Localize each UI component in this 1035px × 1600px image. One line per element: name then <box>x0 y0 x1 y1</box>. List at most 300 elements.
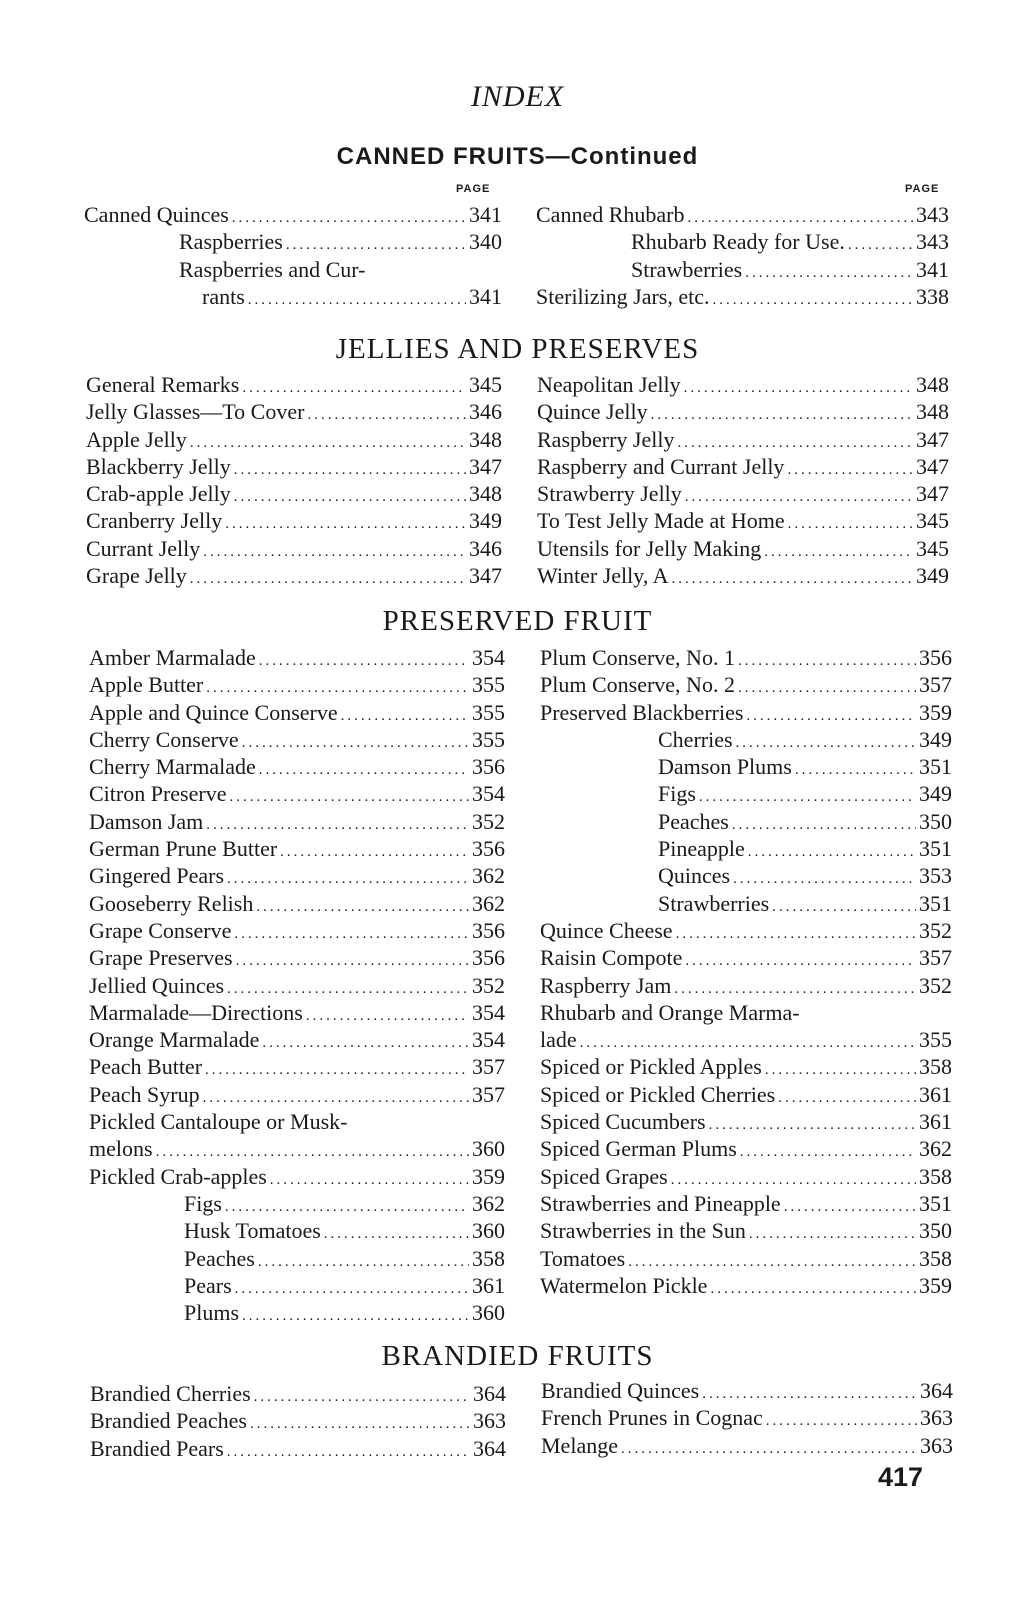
index-entry-name: Melange <box>541 1432 618 1458</box>
dot-leader <box>256 894 469 921</box>
dot-leader <box>227 866 469 893</box>
index-entry <box>89 835 505 862</box>
index-entry-page: 362 <box>472 863 505 889</box>
index-entry-page: 349 <box>469 508 502 534</box>
index-entry-name: Amber Marmalade <box>89 645 256 670</box>
index-entry-page: 361 <box>472 1272 505 1298</box>
index-entry <box>89 890 505 917</box>
dot-leader <box>746 703 916 730</box>
index-entry-name: Peach Butter <box>89 1054 203 1080</box>
index-entry <box>540 780 952 807</box>
dot-leader <box>259 757 469 784</box>
dot-leader <box>307 402 466 429</box>
index-entry-page: 357 <box>919 945 952 971</box>
index-entry <box>89 862 505 889</box>
index-entry-page: 343 <box>916 229 949 255</box>
index-entry-name: Quinces <box>658 863 731 889</box>
preserved-left-column <box>89 644 505 1326</box>
dot-leader <box>306 1003 469 1030</box>
dot-leader <box>651 402 913 429</box>
index-entry <box>89 1108 505 1135</box>
index-entry <box>540 944 952 971</box>
index-entry <box>90 1380 506 1407</box>
index-entry-page: 349 <box>919 726 952 752</box>
dot-leader <box>225 511 466 538</box>
index-entry-name: Strawberries in the Sun <box>540 1218 746 1244</box>
index-entry <box>89 753 505 780</box>
dot-leader <box>258 1249 469 1276</box>
index-entry-name: Damson Plums <box>658 754 792 780</box>
index-entry-name: Currant Jelly <box>86 535 201 561</box>
index-entry-page: 357 <box>472 1054 505 1080</box>
page-column-label-right: PAGE <box>905 183 940 195</box>
jellies-right-column <box>537 371 949 589</box>
dot-leader <box>676 921 916 948</box>
index-entry-page: 348 <box>916 372 949 397</box>
index-entry-page: 348 <box>469 481 502 507</box>
index-entry-name: Grape Preserves <box>89 945 233 971</box>
index-entry <box>86 426 502 453</box>
index-entry-name: Raisin Compote <box>540 945 683 971</box>
index-entry <box>537 507 949 534</box>
index-entry-page: 351 <box>919 890 952 916</box>
index-entry-name: Apple Jelly <box>86 426 187 452</box>
index-entry <box>540 1108 952 1135</box>
index-entry-name: Crab-apple Jelly <box>86 481 231 507</box>
index-entry-name: Marmalade—Directions <box>89 999 303 1025</box>
index-entry-page: 363 <box>473 1408 506 1434</box>
index-entry <box>540 1026 952 1053</box>
dot-leader <box>738 675 916 702</box>
dot-leader <box>710 1276 916 1303</box>
index-entry-page: 354 <box>472 999 505 1025</box>
index-entry <box>540 644 952 671</box>
index-entry-page: 347 <box>916 481 949 507</box>
index-entry-page: 347 <box>469 563 502 589</box>
index-entry-page: 340 <box>469 229 502 255</box>
index-entry-page: 347 <box>916 426 949 452</box>
index-entry-name: Canned Rhubarb <box>536 202 685 227</box>
canned-left-column <box>84 201 502 310</box>
index-entry-page: 362 <box>472 890 505 916</box>
index-entry <box>540 699 952 726</box>
index-entry <box>86 398 502 425</box>
index-entry <box>540 1081 952 1108</box>
page-title: INDEX <box>470 80 565 113</box>
dot-leader <box>262 1030 469 1057</box>
index-entry-page: 346 <box>469 399 502 425</box>
index-entry-page: 361 <box>919 1081 952 1107</box>
brandied-right-column <box>541 1377 953 1459</box>
index-entry-page: 359 <box>919 699 952 725</box>
index-entry <box>540 671 952 698</box>
index-entry-name: Peaches <box>658 808 729 834</box>
index-entry <box>540 835 952 862</box>
index-entry-name: Preserved Blackberries <box>540 699 744 725</box>
dot-leader <box>772 894 916 921</box>
index-entry-name: Rhubarb and Orange Marma- <box>540 999 800 1025</box>
dot-leader <box>227 1439 470 1466</box>
index-entry <box>89 699 505 726</box>
index-entry-name: Cherry Conserve <box>89 726 239 752</box>
dot-leader <box>788 511 913 538</box>
dot-leader <box>672 566 914 593</box>
jellies-left-column <box>86 371 502 589</box>
index-entry <box>536 228 949 255</box>
index-entry-page: 350 <box>919 1218 952 1244</box>
index-entry <box>84 201 502 228</box>
index-entry <box>536 201 949 228</box>
index-entry-page: 351 <box>919 836 952 862</box>
index-entry-page: 364 <box>920 1378 953 1403</box>
index-entry-page: 357 <box>919 672 952 698</box>
index-entry-name: Plums <box>184 1300 240 1326</box>
index-entry-page: 352 <box>472 808 505 834</box>
preserved-right-column <box>540 644 952 1299</box>
index-entry <box>540 862 952 889</box>
section-title-jellies-and-preserves: JELLIES AND PRESERVES <box>335 333 700 365</box>
index-entry <box>89 1026 505 1053</box>
index-entry-page: 350 <box>919 808 952 834</box>
dot-leader <box>699 784 916 811</box>
index-entry-name: Cherry Marmalade <box>89 754 256 780</box>
index-entry <box>541 1404 953 1431</box>
dot-leader <box>764 539 913 566</box>
index-entry-page: 338 <box>916 283 949 309</box>
index-entry <box>89 1053 505 1080</box>
dot-leader <box>732 812 916 839</box>
index-entry-page: 346 <box>469 535 502 561</box>
dot-leader <box>778 1085 916 1112</box>
index-entry-page: 348 <box>916 399 949 425</box>
index-entry <box>540 972 952 999</box>
index-entry-page: 351 <box>919 754 952 780</box>
dot-leader <box>324 1221 469 1248</box>
index-entry <box>540 1053 952 1080</box>
index-entry-page: 358 <box>919 1163 952 1189</box>
dot-leader <box>259 648 469 675</box>
index-entry-name: Apple and Quince Conserve <box>89 699 338 725</box>
index-entry-page: 359 <box>919 1272 952 1298</box>
index-entry-page: 341 <box>469 283 502 309</box>
index-entry-name: Spiced Cucumbers <box>540 1109 706 1135</box>
index-entry <box>89 944 505 971</box>
index-entry <box>89 644 505 671</box>
dot-leader <box>784 1194 916 1221</box>
dot-leader <box>685 948 916 975</box>
index-entry <box>541 1432 953 1459</box>
index-entry-name: Raspberry and Currant Jelly <box>537 453 785 479</box>
section-title-brandied-fruits: BRANDIED FRUITS <box>381 1340 654 1372</box>
canned-right-column <box>536 201 949 310</box>
index-entry <box>89 1245 505 1272</box>
index-entry <box>540 890 952 917</box>
index-entry-page: 357 <box>472 1081 505 1107</box>
index-entry <box>540 1217 952 1244</box>
index-entry-page: 345 <box>469 372 502 397</box>
index-entry-name: Peaches <box>184 1245 255 1271</box>
index-entry-name: Orange Marmalade <box>89 1027 260 1053</box>
index-entry-name: Blackberry Jelly <box>86 453 231 479</box>
index-entry <box>89 1190 505 1217</box>
index-entry-name: Gooseberry Relish <box>89 890 254 916</box>
index-entry-name: Plum Conserve, No. 1 <box>540 645 735 670</box>
index-entry-name: Rhubarb Ready for Use. <box>631 229 845 255</box>
index-entry-name: Neapolitan Jelly <box>537 372 681 397</box>
index-entry-page: 360 <box>472 1300 505 1326</box>
dot-leader <box>190 430 466 457</box>
index-entry-name: rants <box>202 283 245 309</box>
dot-leader <box>787 457 913 484</box>
index-entry-name: Raspberries <box>179 229 283 255</box>
index-entry-page: 364 <box>473 1435 506 1461</box>
index-entry-page: 355 <box>919 1027 952 1053</box>
index-entry-name: Canned Quinces <box>84 202 229 227</box>
index-entry-name: French Prunes in Cognac <box>541 1405 763 1431</box>
index-entry-name: Raspberry Jelly <box>537 426 675 452</box>
dot-leader <box>341 703 469 730</box>
index-entry-name: Figs <box>184 1190 222 1216</box>
index-entry-name: Strawberries and Pineapple <box>540 1190 781 1216</box>
dot-leader <box>234 484 466 511</box>
index-entry-name: To Test Jelly Made at Home <box>537 508 785 534</box>
index-entry-name: Spiced German Plums <box>540 1136 737 1162</box>
index-entry-page: 352 <box>919 972 952 998</box>
index-entry <box>540 917 952 944</box>
index-entry-page: 345 <box>916 535 949 561</box>
index-entry-name: Grape Conserve <box>89 917 232 943</box>
index-entry-page: 353 <box>919 863 952 889</box>
index-entry <box>89 808 505 835</box>
index-entry-name: Pineapple <box>658 836 745 862</box>
dot-leader <box>795 757 916 784</box>
index-entry-name: Cranberry Jelly <box>86 508 223 534</box>
page-column-label-left: PAGE <box>456 183 491 195</box>
index-entry <box>89 1135 505 1162</box>
dot-leader <box>250 1411 470 1438</box>
index-entry-name: Brandied Pears <box>90 1435 224 1461</box>
dot-leader <box>709 1112 916 1139</box>
index-entry-name: Quince Cheese <box>540 917 673 943</box>
index-entry <box>89 999 505 1026</box>
index-entry <box>536 283 949 310</box>
dot-leader <box>745 260 913 287</box>
dot-leader <box>748 839 916 866</box>
index-entry <box>537 480 949 507</box>
dot-leader <box>229 784 469 811</box>
dot-leader <box>242 1303 469 1330</box>
index-entry-page: 354 <box>472 781 505 807</box>
index-entry <box>86 480 502 507</box>
index-entry <box>89 1081 505 1108</box>
index-entry <box>537 398 949 425</box>
dot-leader <box>242 730 469 757</box>
index-entry-page: 363 <box>920 1432 953 1458</box>
index-entry-page: 354 <box>472 645 505 670</box>
dot-leader <box>848 232 913 259</box>
index-entry-name: Grape Jelly <box>86 563 187 589</box>
index-entry-page: 341 <box>469 202 502 227</box>
index-entry-page: 352 <box>919 917 952 943</box>
dot-leader <box>684 375 913 402</box>
index-entry-name: Gingered Pears <box>89 863 225 889</box>
index-entry-name: Damson Jam <box>89 808 204 834</box>
dot-leader <box>621 1436 917 1463</box>
index-entry-name: Brandied Cherries <box>90 1381 251 1406</box>
index-entry <box>541 1377 953 1404</box>
index-entry-name: Strawberries <box>658 890 770 916</box>
page-number: 417 <box>878 1462 924 1492</box>
dot-leader <box>738 648 916 675</box>
index-entry-name: Utensils for Jelly Making <box>537 535 762 561</box>
index-entry <box>89 671 505 698</box>
index-entry-page: 362 <box>919 1136 952 1162</box>
index-entry-page: 363 <box>920 1405 953 1431</box>
index-entry-name: Strawberries <box>631 256 743 282</box>
index-entry <box>86 535 502 562</box>
index-entry <box>540 999 952 1026</box>
index-entry <box>536 256 949 283</box>
index-entry <box>89 1163 505 1190</box>
index-entry-name: Pears <box>184 1272 232 1298</box>
index-entry-page: 356 <box>472 836 505 862</box>
index-entry-name: Figs <box>658 781 696 807</box>
index-entry <box>540 1245 952 1272</box>
index-entry-name: Apple Butter <box>89 672 204 698</box>
index-entry-page: 343 <box>916 202 949 227</box>
index-entry <box>86 562 502 589</box>
index-entry-page: 349 <box>919 781 952 807</box>
index-entry <box>537 562 949 589</box>
index-entry-page: 358 <box>919 1054 952 1080</box>
dot-leader <box>740 1139 916 1166</box>
dot-leader <box>203 539 466 566</box>
index-entry-page: 362 <box>472 1190 505 1216</box>
section-title-canned-fruits: CANNED FRUITS—Continued <box>336 143 699 170</box>
index-entry-page: 356 <box>919 645 952 670</box>
index-entry <box>86 453 502 480</box>
index-entry <box>89 917 505 944</box>
index-entry <box>540 1190 952 1217</box>
index-entry-page: 356 <box>472 917 505 943</box>
index-entry-name: Jelly Glasses—To Cover <box>86 399 305 425</box>
index-entry-name: German Prune Butter <box>89 836 278 862</box>
index-entry-name: Plum Conserve, No. 2 <box>540 672 735 698</box>
dot-leader <box>270 1167 469 1194</box>
dot-leader <box>766 1408 917 1435</box>
index-entry <box>89 726 505 753</box>
index-entry <box>84 256 502 283</box>
index-entry <box>537 426 949 453</box>
index-entry-name: Tomatoes <box>540 1245 626 1271</box>
index-entry-page: 345 <box>916 508 949 534</box>
index-entry-page: 352 <box>472 972 505 998</box>
index-entry-page: 356 <box>472 945 505 971</box>
index-entry-name: Spiced or Pickled Cherries <box>540 1081 776 1107</box>
index-entry-name: Brandied Peaches <box>90 1408 247 1434</box>
index-entry-name: Raspberries and Cur- <box>179 256 366 282</box>
index-entry <box>89 972 505 999</box>
dot-leader <box>234 921 469 948</box>
index-entry <box>86 507 502 534</box>
dot-leader <box>248 287 466 314</box>
index-entry-name: Strawberry Jelly <box>537 481 682 507</box>
brandied-left-column <box>90 1380 506 1462</box>
index-entry <box>89 1217 505 1244</box>
index-entry <box>540 726 952 753</box>
dot-leader <box>254 1384 470 1411</box>
dot-leader <box>234 457 466 484</box>
index-entry <box>89 1299 505 1326</box>
index-entry-page: 341 <box>916 256 949 282</box>
index-entry <box>84 228 502 255</box>
index-entry-name: Quince Jelly <box>537 399 648 425</box>
index-entry-name: melons <box>89 1136 153 1162</box>
index-entry <box>537 371 949 398</box>
section-title-preserved-fruit: PRESERVED FRUIT <box>382 605 653 637</box>
index-entry <box>90 1407 506 1434</box>
index-entry <box>86 371 502 398</box>
index-entry-page: 354 <box>472 1027 505 1053</box>
dot-leader <box>280 839 469 866</box>
index-entry-page: 360 <box>472 1136 505 1162</box>
dot-leader <box>749 1221 916 1248</box>
index-entry-name: Watermelon Pickle <box>540 1272 708 1298</box>
index-entry-name: Winter Jelly, A <box>537 563 669 589</box>
index-entry-page: 349 <box>916 563 949 589</box>
dot-leader <box>765 1057 916 1084</box>
index-entry <box>89 1272 505 1299</box>
index-entry <box>89 780 505 807</box>
index-entry <box>540 753 952 780</box>
index-entry-page: 364 <box>473 1381 506 1406</box>
index-entry-page: 360 <box>472 1218 505 1244</box>
index-entry-page: 347 <box>916 453 949 479</box>
dot-leader <box>205 1057 469 1084</box>
index-entry-page: 351 <box>919 1190 952 1216</box>
dot-leader <box>236 948 469 975</box>
index-entry-name: Jellied Quinces <box>89 972 225 998</box>
index-entry-page: 348 <box>469 426 502 452</box>
index-entry-name: Brandied Quinces <box>541 1378 700 1403</box>
dot-leader <box>190 566 466 593</box>
index-entry-page: 355 <box>472 672 505 698</box>
index-entry <box>537 453 949 480</box>
index-entry-name: General Remarks <box>86 372 240 397</box>
index-entry-page: 358 <box>919 1245 952 1271</box>
index-entry-name: Pickled Crab-apples <box>89 1163 267 1189</box>
index-entry-page: 356 <box>472 754 505 780</box>
index-entry-name: Raspberry Jam <box>540 972 672 998</box>
index-entry-page: 359 <box>472 1163 505 1189</box>
dot-leader <box>713 287 913 314</box>
index-entry-name: Citron Preserve <box>89 781 227 807</box>
index-entry <box>540 808 952 835</box>
index-entry <box>537 535 949 562</box>
dot-leader <box>235 1276 469 1303</box>
index-entry <box>90 1435 506 1462</box>
index-entry-name: Spiced or Pickled Apples <box>540 1054 762 1080</box>
index-entry-page: 355 <box>472 699 505 725</box>
index-entry-page: 347 <box>469 453 502 479</box>
index-entry <box>540 1272 952 1299</box>
index-entry-name: Spiced Grapes <box>540 1163 668 1189</box>
index-entry-name: Cherries <box>658 726 733 752</box>
index-entry-name: lade <box>540 1027 577 1053</box>
index-entry-page: 355 <box>472 726 505 752</box>
index-entry-name: Peach Syrup <box>89 1081 200 1107</box>
index-entry-name: Husk Tomatoes <box>184 1218 321 1244</box>
